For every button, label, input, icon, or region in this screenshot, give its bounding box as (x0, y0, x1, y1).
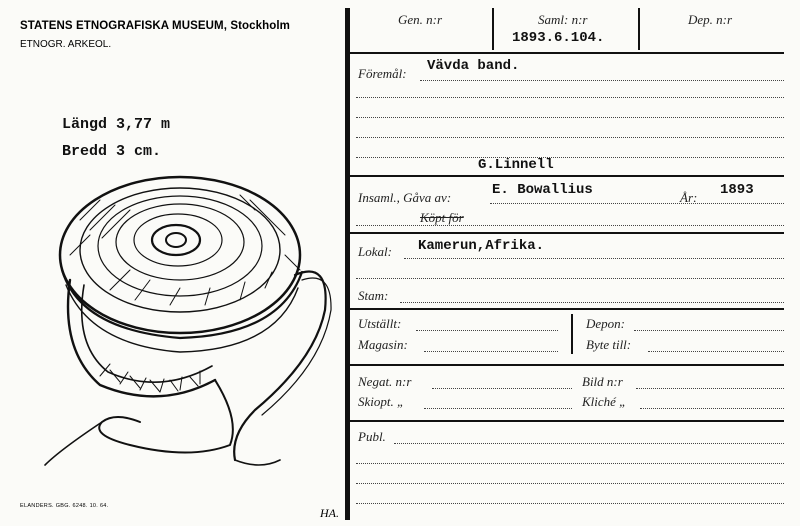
byte-dotted-line (648, 351, 784, 352)
utstallt-label: Utställt: (358, 316, 402, 331)
foremal-dotted-line (420, 80, 784, 81)
negat-label: Negat. n:r (358, 374, 412, 389)
publ-label: Publ. (358, 429, 386, 444)
negat-dotted-line (432, 388, 572, 389)
insaml-dotted-line (490, 203, 784, 204)
lokal-dotted-line (404, 258, 784, 259)
printer-mark: ELANDERS. GBG. 6248. 10. 64. (20, 503, 109, 509)
dotted-line (356, 137, 784, 138)
section-rule (348, 308, 784, 310)
struck-purchase-label: Köpt för (420, 210, 464, 225)
publ-dotted-line (394, 443, 784, 444)
bild-label: Bild n:r (582, 374, 623, 389)
dep-nr-label: Dep. n:r (688, 12, 733, 27)
header-divider-2 (638, 8, 640, 50)
kliche-dotted-line (640, 408, 784, 409)
stam-label: Stam: (358, 288, 389, 303)
magasin-label: Magasin: (358, 337, 408, 352)
department-label: ETNOGR. ARKEOL. (20, 39, 112, 50)
section-rule (348, 420, 784, 422)
dotted-line (356, 278, 784, 279)
dotted-line (356, 97, 784, 98)
museum-name: STATENS ETNOGRAFISKA MUSEUM, Stockholm (20, 20, 291, 32)
depon-dotted-line (634, 330, 784, 331)
header-divider-1 (492, 8, 494, 50)
dotted-line (356, 463, 784, 464)
insaml-label: Insaml., Gåva av: (358, 190, 452, 205)
section-rule (348, 175, 784, 177)
header-rule (348, 52, 784, 54)
section-rule (348, 232, 784, 234)
collector-line: G.Linnell (478, 157, 554, 173)
skiopt-dotted-line (424, 408, 572, 409)
bild-dotted-line (636, 388, 784, 389)
woven-band-illustration (40, 160, 350, 490)
depon-divider (571, 314, 573, 354)
skiopt-label: Skiopt. „ (358, 394, 405, 409)
depon-label: Depon: (586, 316, 625, 331)
stam-dotted-line (400, 302, 784, 303)
utstallt-dotted-line (416, 330, 558, 331)
dotted-line (356, 157, 784, 158)
dotted-line (356, 503, 784, 504)
saml-nr-value: 1893.6.104. (512, 30, 605, 46)
handwritten-initials: HA. (320, 506, 339, 520)
gen-nr-label: Gen. n:r (398, 12, 443, 27)
insaml-value: E. Bowallius (492, 182, 593, 198)
foremal-label: Föremål: (358, 66, 407, 81)
card-vertical-rule (345, 8, 350, 520)
section-rule (348, 364, 784, 366)
dotted-line (356, 117, 784, 118)
ar-value: 1893 (720, 182, 754, 198)
lokal-label: Lokal: (358, 244, 392, 259)
length-text: Längd 3,77 m (62, 116, 171, 133)
ar-label: År: (680, 190, 698, 205)
saml-nr-label: Saml: n:r (538, 12, 588, 27)
byte-label: Byte till: (586, 337, 632, 352)
lokal-value: Kamerun,Afrika. (418, 238, 545, 254)
kliche-label: Kliché „ (582, 394, 627, 409)
dotted-line (356, 225, 784, 226)
foremal-value: Vävda band. (427, 58, 520, 74)
magasin-dotted-line (424, 351, 558, 352)
width-text: Bredd 3 cm. (62, 143, 162, 160)
dotted-line (356, 483, 784, 484)
